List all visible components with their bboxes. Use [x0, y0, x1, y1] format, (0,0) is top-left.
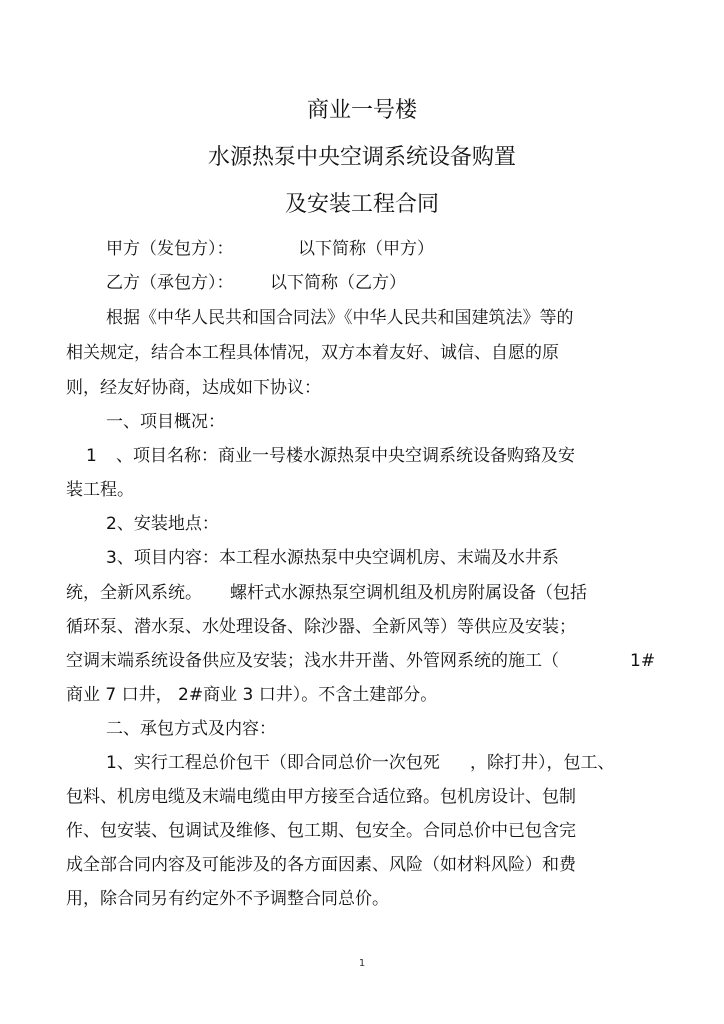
item-3-line-2a: 统，全新风系统。	[66, 583, 202, 603]
title-line-3: 及安装工程合同	[284, 192, 439, 217]
item-1-line-2: 装工程。	[66, 480, 134, 500]
item-3-line-4b: 1#	[630, 651, 656, 671]
party-a-short: 以下简称（甲方）	[298, 239, 434, 259]
page-number: 1	[358, 958, 366, 969]
s2-item-1-line-1a: 1、实行工程总价包干（即合同总价一次包死	[106, 753, 440, 773]
section-1-heading: 一、项目概况：	[106, 412, 225, 432]
preamble-line-2: 相关规定，结合本工程具体情况，双方本着友好、诚信、自愿的原	[66, 343, 559, 363]
s2-item-1-line-3: 作、包安装、包调试及维修、包工期、包安全。合同总价中已包含完	[66, 821, 576, 841]
party-b-label: 乙方（承包方）：	[106, 273, 234, 293]
preamble-line-1: 根据《中华人民共和国合同法》《中华人民共和国建筑法》等的	[106, 308, 574, 328]
title-line-1: 商业一号楼	[306, 98, 417, 123]
item-1-number: 1	[86, 446, 97, 466]
item-1-line-1: 、项目名称：商业一号楼水源热泵中央空调系统设备购臵及安	[116, 446, 575, 466]
s2-item-1-line-5: 用，除合同另有约定外不予调整合同总价。	[66, 889, 389, 909]
item-3-line-5: 商业 7 口井， 2#商业 3 口井）。不含土建部分。	[66, 685, 438, 705]
item-2: 2、安装地点：	[106, 514, 219, 534]
section-2-heading: 二、承包方式及内容：	[106, 719, 276, 739]
s2-item-1-line-2: 包料、机房电缆及末端电缆由甲方接至合适位臵。包机房设计、包制	[66, 787, 576, 807]
item-3-line-1: 3、项目内容：本工程水源热泵中央空调机房、末端及水井系	[106, 548, 559, 568]
item-3-line-3: 循环泵、潜水泵、水处理设备、除沙器、全新风等）等供应及安装；	[66, 617, 576, 637]
item-3-line-4a: 空调末端系统设备供应及安装；浅水井开凿、外管网系统的施工（	[66, 651, 559, 671]
party-b-short: 以下简称（乙方）	[270, 273, 406, 293]
preamble-line-3: 则，经友好协商，达成如下协议：	[66, 378, 321, 398]
s2-item-1-line-4: 成全部合同内容及可能涉及的各方面因素、风险（如材料风险）和费	[66, 855, 576, 875]
s2-item-1-line-1b: ，除打井），包工、	[470, 753, 615, 773]
item-3-line-2b: 螺杆式水源热泵空调机组及机房附属设备（包括	[230, 583, 587, 603]
party-a-label: 甲方（发包方）：	[106, 239, 234, 259]
title-line-2: 水源热泵中央空调系统设备购置	[207, 145, 516, 170]
